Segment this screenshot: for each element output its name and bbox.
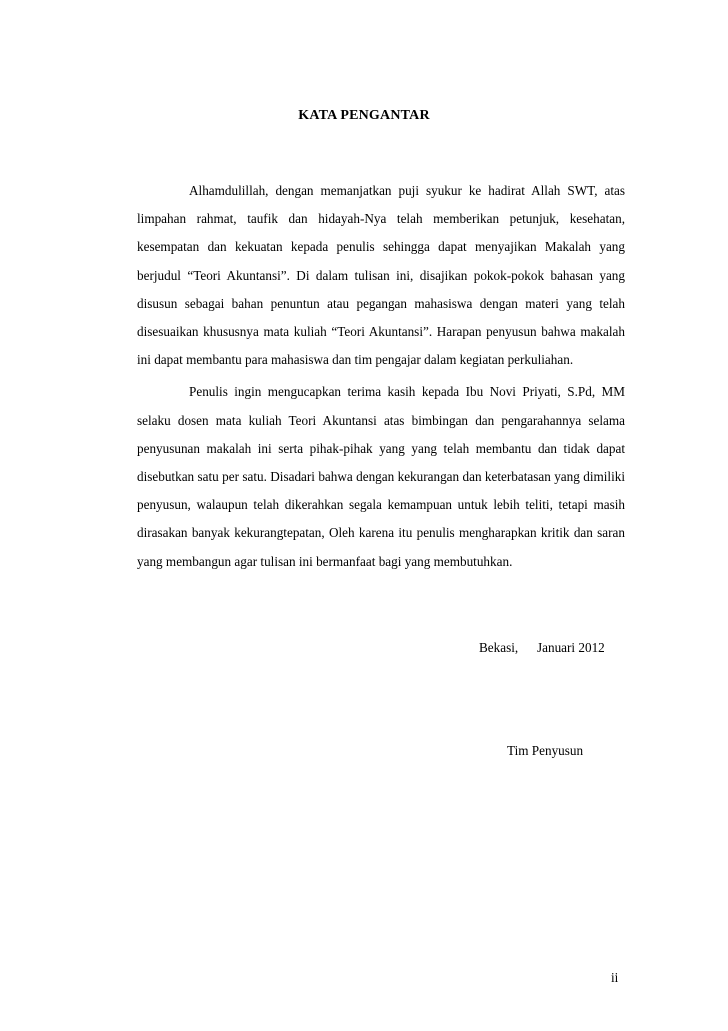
page-number: ii — [611, 970, 619, 985]
date: Januari 2012 — [537, 640, 605, 655]
paragraph-opening: Alhamdulillah, dengan memanjatkan puji syukur ke hadirat Allah SWT, atas limpahan rahmat, taufik dan hidayah-Nya telah memberikan petunjuk, kesehatan, kesempatan dan kekuatan kepada penulis sehingga dapat menyajikan Makalah yang berjudul “Teori Akuntansi”. Di dalam tulisan ini, disajikan pokok-pokok bahasan yang disusun sebagai bahan penuntun atau pegangan mahasiswa dengan materi yang telah disesuaikan khususnya mata kuliah “Teori Akuntansi”. Harapan penyusun bahwa makalah ini dapat membantu para mahasiswa dan tim pengajar dalam kegiatan perkuliahan. — [137, 183, 625, 368]
author-signature: Tim Penyusun — [507, 743, 584, 758]
place-date — [479, 640, 605, 656]
page-title: KATA PENGANTAR — [298, 108, 430, 123]
paragraph-acknowledgement: Penulis ingin mengucapkan terima kasih kepada Ibu Novi Priyati, S.Pd, MM selaku dosen mata kuliah Teori Akuntansi atas bimbingan dan pengarahannya selama penyusunan makalah ini serta pihak-pihak yang yang telah membantu dan tidak dapat disebutkan satu per satu. Disadari bahwa dengan kekurangan dan keterbatasan yang dimiliki penyusun, walaupun telah dikerahkan segala kemampuan untuk lebih teliti, tetapi masih dirasakan banyak kekurangtepatan, Oleh karena itu penulis mengharapkan kritik dan saran yang membangun agar tulisan ini bermanfaat bagi yang membutuhkan. — [137, 384, 625, 569]
place: Bekasi, — [479, 640, 519, 655]
body-text — [137, 177, 625, 580]
